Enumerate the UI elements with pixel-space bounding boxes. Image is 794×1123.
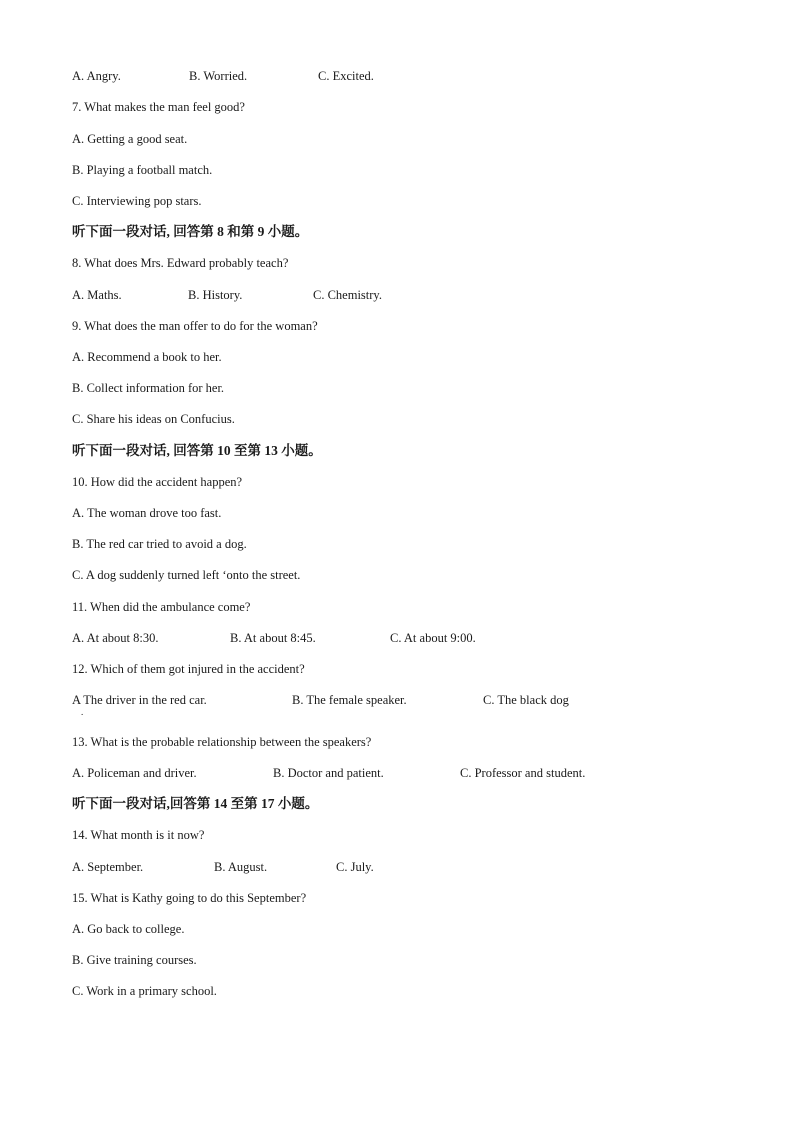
q15-option-c: C. Work in a primary school. bbox=[72, 984, 217, 998]
q12-option-a: A The driver in the red car. bbox=[72, 693, 207, 707]
q11-option-a: A. At about 8:30. bbox=[72, 631, 159, 645]
q12-option-b: B. The female speaker. bbox=[292, 693, 407, 707]
q15-option-b: B. Give training courses. bbox=[72, 953, 197, 967]
q10-option-b: B. The red car tried to avoid a dog. bbox=[72, 537, 247, 551]
q6-option-b: B. Worried. bbox=[189, 69, 248, 83]
q9-question: 9. What does the man offer to do for the woman? bbox=[72, 319, 318, 333]
q13-question: 13. What is the probable relationship between the speakers? bbox=[72, 735, 372, 749]
q8-option-c: C. Chemistry. bbox=[313, 288, 382, 302]
section-heading-8-9: 听下面一段对话, 回答第 8 和第 9 小题。 bbox=[72, 224, 309, 239]
q12-question: 12. Which of them got injured in the accident? bbox=[72, 662, 305, 676]
q11-question: 11. When did the ambulance come? bbox=[72, 600, 251, 614]
q8-option-b: B. History. bbox=[188, 288, 243, 302]
q13-option-c: C. Professor and student. bbox=[460, 766, 586, 780]
q12-option-c: C. The black dog bbox=[483, 693, 569, 707]
q11-option-b: B. At about 8:45. bbox=[230, 631, 316, 645]
q8-question: 8. What does Mrs. Edward probably teach? bbox=[72, 256, 289, 270]
q7-question: 7. What makes the man feel good? bbox=[72, 100, 245, 114]
q7-option-b: B. Playing a football match. bbox=[72, 163, 213, 177]
q14-question: 14. What month is it now? bbox=[72, 828, 205, 842]
q10-option-a: A. The woman drove too fast. bbox=[72, 506, 222, 520]
q10-option-c: C. A dog suddenly turned left ‘onto the street. bbox=[72, 568, 301, 582]
q10-question: 10. How did the accident happen? bbox=[72, 475, 243, 489]
q13-option-b: B. Doctor and patient. bbox=[273, 766, 384, 780]
q9-option-c: C. Share his ideas on Confucius. bbox=[72, 412, 235, 426]
q14-option-b: B. August. bbox=[214, 860, 268, 874]
q12-stray-mark: . bbox=[81, 707, 84, 717]
q13-option-a: A. Policeman and driver. bbox=[72, 766, 197, 780]
section-heading-10-13: 听下面一段对话, 回答第 10 至第 13 小题。 bbox=[72, 443, 322, 458]
q9-option-b: B. Collect information for her. bbox=[72, 381, 225, 395]
q14-option-c: C. July. bbox=[336, 860, 374, 874]
q14-option-a: A. September. bbox=[72, 860, 144, 874]
q7-option-a: A. Getting a good seat. bbox=[72, 132, 188, 146]
q6-option-a: A. Angry. bbox=[72, 69, 121, 83]
q11-option-c: C. At about 9:00. bbox=[390, 631, 476, 645]
q15-option-a: A. Go back to college. bbox=[72, 922, 185, 936]
q6-option-c: C. Excited. bbox=[318, 69, 374, 83]
q7-option-c: C. Interviewing pop stars. bbox=[72, 194, 202, 208]
q15-question: 15. What is Kathy going to do this September? bbox=[72, 891, 307, 905]
q9-option-a: A. Recommend a book to her. bbox=[72, 350, 222, 364]
q8-option-a: A. Maths. bbox=[72, 288, 122, 302]
section-heading-14-17: 听下面一段对话,回答第 14 至第 17 小题。 bbox=[72, 796, 319, 811]
